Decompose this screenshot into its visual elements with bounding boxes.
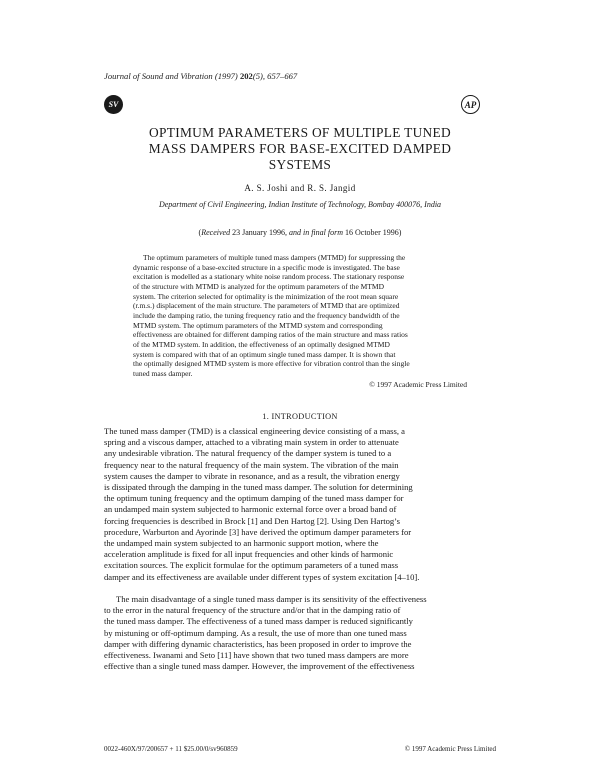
ap-logo-text: AP <box>464 99 477 110</box>
body-line: damper and its effectiveness are available under different types of system excitation [4–10]. <box>104 571 420 582</box>
received-open: ( <box>198 228 202 237</box>
final-form-label: and in final form <box>288 228 343 237</box>
title-line: SYSTEMS <box>268 157 332 172</box>
abstract-line: the optimally designed MTMD system is more effective for vibration control than the single <box>133 359 410 369</box>
body-line: effective than a single tuned mass damper. However, the improvement of the effectiveness <box>104 661 415 672</box>
body-line: is dissipated through the damping in the tuned mass damper. The solution for determining <box>104 482 413 493</box>
body-line: to the error in the natural frequency of the structure and/or that in the damping ratio of <box>104 605 401 616</box>
body-line: forcing frequencies is described in Brock [1] and Den Hartog [2]. Using Den Hartog’s <box>104 515 400 526</box>
body-line: by mistuning or off-optimum damping. As a result, the use of more than one tuned mass <box>104 627 407 638</box>
footer-copyright: © 1997 Academic Press Limited <box>404 745 496 753</box>
body-line: damper with differing dynamic characteristics, has been proposed in order to improve the <box>104 638 412 649</box>
introduction-paragraph-2 <box>104 594 496 672</box>
abstract-line: tuned mass damper. <box>133 368 193 378</box>
body-line: the undamped main system subjected to an harmonic support motion, where the <box>104 538 379 549</box>
body-line: spring and a viscous damper, attached to a vibrating main system in order to attenuate <box>104 437 399 448</box>
body-line: The main disadvantage of a single tuned mass damper is its sensitivity of the effectiveness <box>116 594 427 604</box>
body-line: the optimum tuning frequency and the optimum damping of the tuned mass damper for <box>104 493 404 504</box>
body-line: excitation sources. The explicit formulae for the optimum parameters of a tuned mass <box>104 560 399 571</box>
abstract-line: excitation is modelled as a stationary white noise random process. The stationary response <box>133 272 405 282</box>
affiliation: Department of Civil Engineering, Indian Institute of Technology, Bombay 400076, India <box>158 200 442 209</box>
paper-title <box>104 125 496 173</box>
title-line: OPTIMUM PARAMETERS OF MULTIPLE TUNED <box>149 125 451 140</box>
journal-volume: 202 <box>239 71 253 81</box>
body-line: acceleration amplitude is fixed for all input frequencies and other kinds of harmonic <box>104 549 394 560</box>
journal-issue-pages: (5), 657–667 <box>252 71 298 81</box>
abstract-line: dynamic response of a base-excited structure in a specific mode is investigated. The base <box>133 262 400 272</box>
body-line: procedure, Warburton and Ayorinde [3] have derived the optimum damper parameters for <box>104 526 412 537</box>
final-form-date: 16 October 1996) <box>343 228 402 237</box>
ap-logo <box>461 95 480 114</box>
journal-year: (1997) <box>214 71 238 81</box>
section-heading: 1. INTRODUCTION <box>262 412 338 421</box>
title-line: MASS DAMPERS FOR BASE-EXCITED DAMPED <box>148 141 452 156</box>
received-date: 23 January 1996, <box>230 228 289 237</box>
abstract-line: The optimum parameters of multiple tuned mass dampers (MTMD) for suppressing the <box>143 253 406 262</box>
abstract-line: of the structure with MTMD is analyzed for the optimum parameters of the MTMD <box>133 281 384 291</box>
body-line: effectiveness. Iwanami and Seto [11] have shown that two tuned mass dampers are more <box>104 650 409 661</box>
footer-issn: 0022-460X/97/200657 + 11 $25.00/0/sv960859 <box>104 745 238 753</box>
body-line: system causes the damper to vibrate in resonance, and as a result, the vibration energy <box>104 470 400 481</box>
abstract-line: of the MTMD system. In addition, the effectiveness of an optimally designed MTMD <box>133 339 390 349</box>
body-line: any undesirable vibration. The natural frequency of the damper system is tuned to a <box>104 448 392 459</box>
body-line: frequency near to the natural frequency of the main system. The vibration of the main <box>104 459 399 470</box>
abstract-copyright: © 1997 Academic Press Limited <box>369 380 467 389</box>
sv-logo-text: SV <box>108 100 119 109</box>
abstract-line: (r.m.s.) displacement of the main structure. The parameters of MTMD that are optimized <box>133 301 400 311</box>
abstract-line: effectiveness are obtained for different damping ratios of the main structure and mass ratios <box>133 330 408 340</box>
received-dates <box>104 228 496 237</box>
body-line: The tuned mass damper (TMD) is a classical engineering device consisting of a mass, a <box>104 426 405 436</box>
body-line: the tuned mass damper. The effectiveness of a tuned mass damper is reduced significantly <box>104 616 413 627</box>
journal-name: Journal of Sound and Vibration <box>104 71 213 81</box>
abstract <box>133 253 467 379</box>
introduction-paragraph-1 <box>104 426 496 583</box>
journal-header <box>104 71 297 81</box>
authors: A. S. Joshi and R. S. Jangid <box>244 183 356 193</box>
abstract-line: system. The criterion selected for optimality is the minimization of the root mean square <box>133 291 399 301</box>
abstract-line: system is compared with that of an optimum single tuned mass damper. It is shown that <box>133 349 396 359</box>
abstract-line: include the damping ratio, the tuning frequency ratio and the frequency bandwidth of the <box>133 310 400 320</box>
received-label: Received <box>201 228 231 237</box>
body-line: an undamped main system subjected to harmonic external force over a broad band of <box>104 504 397 515</box>
abstract-line: MTMD system. The optimum parameters of the MTMD system and corresponding <box>133 320 383 330</box>
sv-logo <box>104 95 123 114</box>
